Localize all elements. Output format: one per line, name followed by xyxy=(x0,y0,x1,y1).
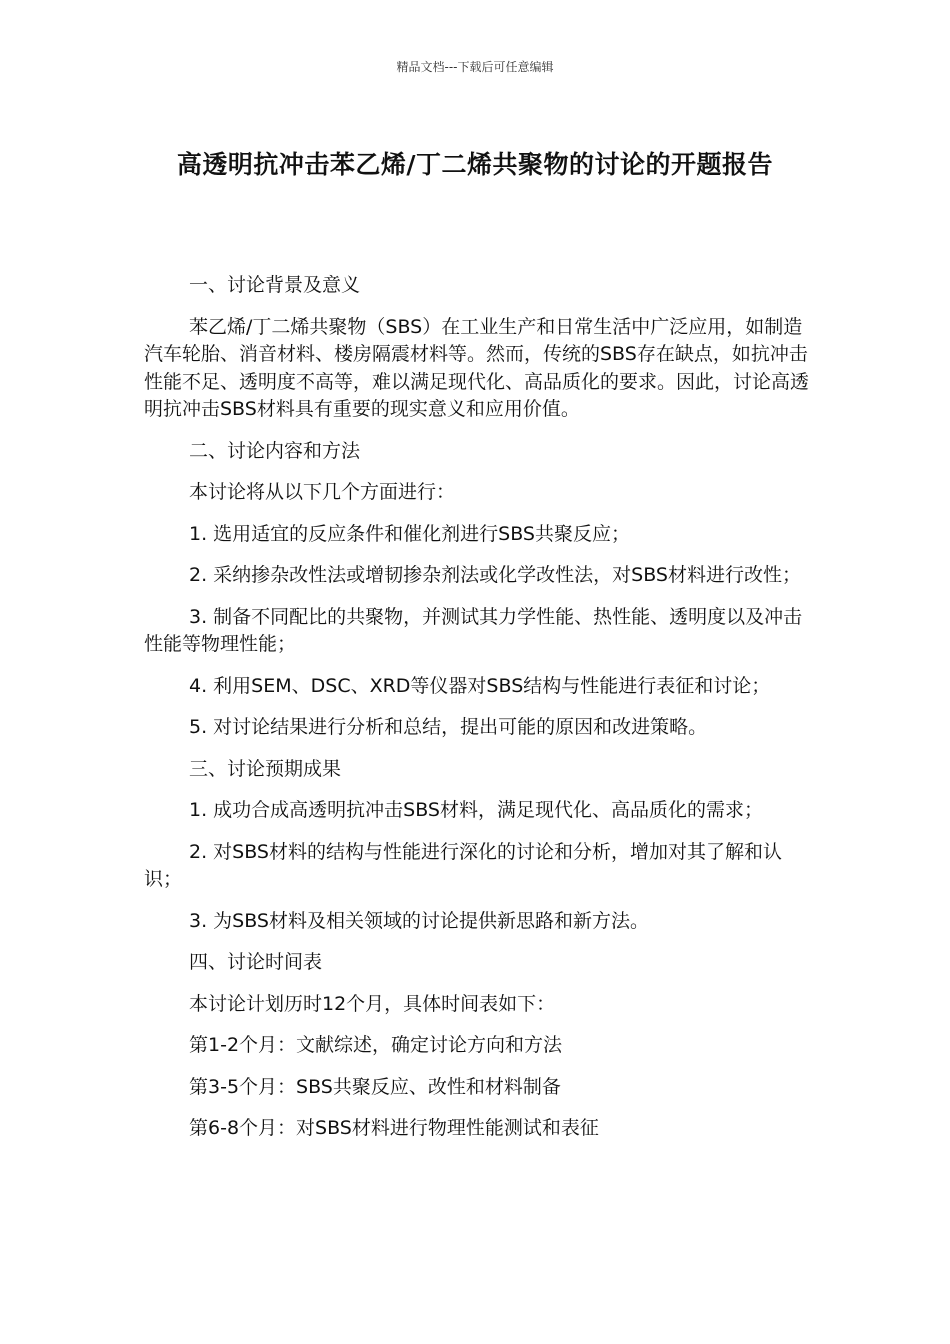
section-heading-expected-results: 三、讨论预期成果 xyxy=(189,757,342,780)
section-heading-background: 一、讨论背景及意义 xyxy=(189,274,361,296)
document-body xyxy=(144,272,810,1157)
list-item: 1. 成功合成高透明抗冲击SBS材料，满足现代化、高品质化的需求； xyxy=(189,799,763,821)
list-item: 2. 对SBS材料的结构与性能进行深化的讨论和分析，增加对其了解和认识； xyxy=(144,840,782,890)
list-item: 3. 制备不同配比的共聚物，并测试其力学性能、热性能、透明度以及冲击性能等物理性能； xyxy=(144,605,803,655)
document-title: 高透明抗冲击苯乙烯/丁二烯共聚物的讨论的开题报告 xyxy=(176,150,774,179)
content-intro: 本讨论将从以下几个方面进行： xyxy=(189,481,456,503)
list-item: 4. 利用SEM、DSC、XRD等仪器对SBS结构与性能进行表征和讨论； xyxy=(189,674,771,697)
section-heading-timeline: 四、讨论时间表 xyxy=(189,951,323,973)
header-note: 精品文档---下载后可任意编辑 xyxy=(396,60,554,74)
list-item: 5. 对讨论结果进行分析和总结，提出可能的原因和改进策略。 xyxy=(189,716,708,738)
list-item: 1. 选用适宜的反应条件和催化剂进行SBS共聚反应； xyxy=(189,522,630,545)
background-paragraph: 苯乙烯/丁二烯共聚物（SBS）在工业生产和日常生活中广泛应用，如制造汽车轮胎、消音材料、楼房隔震材料等。然而，传统的SBS存在缺点，如抗冲击性能不足、透明度不高等，难以满足现代化、高品质化的要求。因此，讨论高透明抗冲击SBS材料具有重要的现实意义和应用价值。 xyxy=(144,315,810,420)
timeline-item: 第1-2个月：文献综述，确定讨论方向和方法 xyxy=(189,1034,563,1056)
timeline-item: 第6-8个月：对SBS材料进行物理性能测试和表征 xyxy=(189,1117,599,1139)
timeline-intro: 本讨论计划历时12个月，具体时间表如下： xyxy=(189,992,556,1015)
list-item: 2. 采纳掺杂改性法或增韧掺杂剂法或化学改性法，对SBS材料进行改性； xyxy=(189,564,801,586)
section-heading-content-methods: 二、讨论内容和方法 xyxy=(189,439,361,462)
list-item: 3. 为SBS材料及相关领域的讨论提供新思路和新方法。 xyxy=(189,909,649,932)
timeline-item: 第3-5个月：SBS共聚反应、改性和材料制备 xyxy=(189,1075,561,1098)
